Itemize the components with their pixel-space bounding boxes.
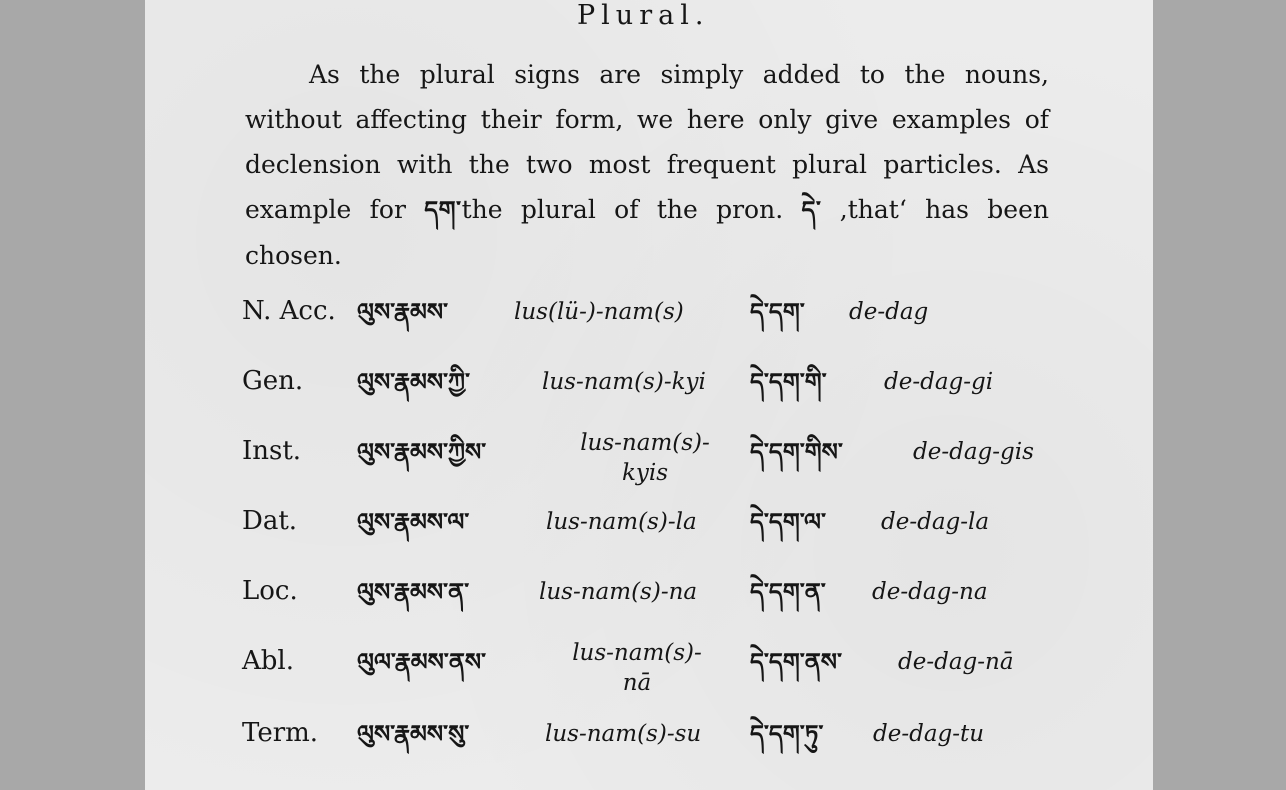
tibetan-dag: དག་ (424, 196, 462, 224)
case-label: Abl. (242, 646, 294, 676)
case-label: Gen. (242, 366, 304, 396)
pronoun-transliteration: de-dag-nā (898, 649, 1014, 675)
paragraph-text-3: ,that‘ has been chosen. (245, 195, 1049, 270)
noun-transliteration: lus-nam(s)-la (546, 509, 697, 535)
case-label: Dat. (242, 506, 298, 536)
pronoun-transliteration: de-dag-gi (884, 369, 994, 395)
tibetan-noun: ལུས་རྣམས་ཀྱི་ (357, 368, 471, 396)
pronoun-transliteration: de-dag (849, 299, 929, 325)
tibetan-noun: ལུས་རྣམས་ཀྱིས་ (357, 438, 487, 466)
declension-row (145, 430, 1153, 486)
declension-row (145, 574, 1153, 624)
pronoun-transliteration: de-dag-gis (913, 439, 1034, 465)
declension-row (145, 640, 1153, 696)
declension-row (145, 364, 1153, 414)
declension-row (145, 504, 1153, 554)
noun-transliteration: lus-nam(s)-su (545, 721, 702, 747)
tibetan-noun: ལུས་རྣམས་སུ་ (357, 720, 470, 748)
pronoun-transliteration: de-dag-la (881, 509, 990, 535)
tibetan-pronoun: དེ་དག་ཏུ་ (750, 720, 824, 748)
tibetan-pronoun: དེ་དག་ (750, 298, 805, 326)
case-label: Inst. (242, 436, 302, 466)
declension-row (145, 716, 1153, 766)
case-label: N. Acc. (242, 296, 336, 326)
tibetan-noun: ལུས་རྣམས་ལ་ (357, 508, 470, 536)
intro-paragraph (245, 52, 1049, 278)
paragraph-text-1: As the plural signs are simply added to the nouns, without affecting their form, we here only give examples of declension with the two most frequent plural particles. As example for (245, 60, 1049, 224)
noun-transliteration: lus-nam(s)-kyi (542, 369, 706, 395)
case-label: Term. (242, 718, 319, 748)
tibetan-noun: ལུས་རྣམས་ན་ (357, 578, 470, 606)
pronoun-transliteration: de-dag-tu (873, 721, 985, 747)
tibetan-pronoun: དེ་དག་ན་ (750, 578, 826, 606)
tibetan-pronoun: དེ་དག་ལ་ (750, 508, 827, 536)
tibetan-pronoun: དེ་དག་གིས་ (750, 438, 843, 466)
noun-transliteration: lus(lü-)-nam(s) (514, 299, 684, 325)
case-label: Loc. (242, 576, 298, 606)
tibetan-de: དེ་ (801, 196, 822, 224)
book-page (145, 0, 1153, 790)
pronoun-transliteration: de-dag-na (872, 579, 988, 605)
noun-transliteration: lus-nam(s)- nā (572, 640, 702, 696)
tibetan-noun: ལུས་རྣམས་ (357, 298, 449, 326)
tibetan-pronoun: དེ་དག་ནས་ (750, 648, 843, 676)
tibetan-pronoun: དེ་དག་གི་ (750, 368, 827, 396)
tibetan-noun: ལུལ་རྣམས་ནས་ (357, 648, 487, 676)
section-heading: Plural. (577, 0, 710, 31)
noun-transliteration: lus-nam(s)-na (539, 579, 698, 605)
declension-row (145, 294, 1153, 344)
paragraph-text-2: the plural of the pron. (461, 195, 802, 224)
noun-transliteration: lus-nam(s)- kyis (580, 430, 710, 486)
